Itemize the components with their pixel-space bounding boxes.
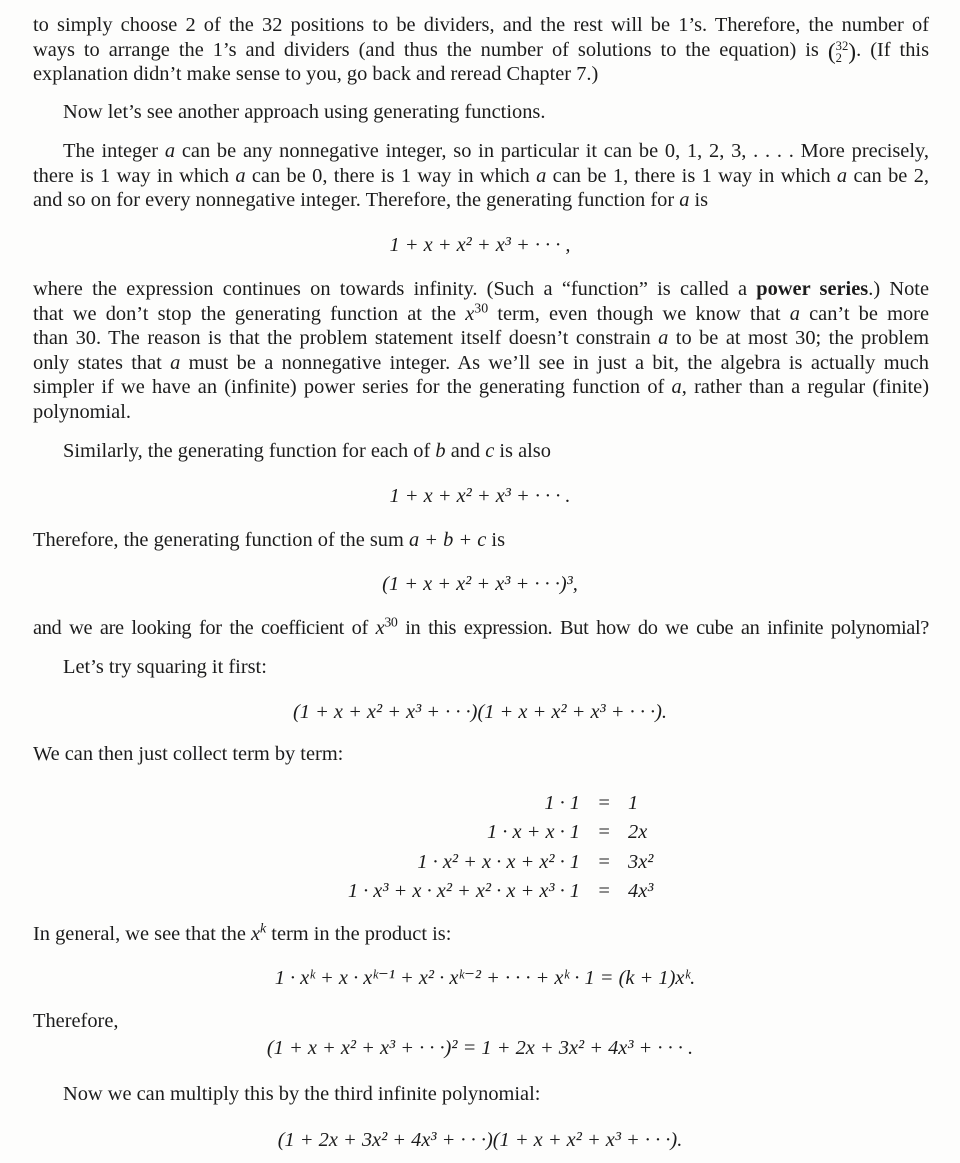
paragraph-2: Now let’s see another approach using generating functions. [63,101,546,123]
paragraph-1-line-1: to simply choose 2 of the 32 positions to be dividers, and the rest will be 1’s. Therefore, the number of [33,14,929,36]
text: is [486,529,506,551]
text: .) Note [868,278,930,300]
variable-x: x [375,617,385,639]
aligned-lhs: 1 · x + x · 1 [486,821,580,844]
variable-a: a [170,352,181,374]
text: and [445,440,486,462]
aligned-row [250,788,653,818]
text: can be 2, [847,165,929,187]
text: Therefore, the generating function of the sum [33,529,409,551]
paragraph-4-line-3 [33,326,929,350]
text: simpler if we have an (infinite) power series for the generating function of [33,376,672,398]
text: and so on for every nonnegative integer. Therefore, the generating function for [33,189,680,211]
paragraph-3-line-3 [33,188,708,212]
paragraph-4-line-2 [33,302,929,326]
equation-third-product: (1 + 2x + 3x² + 4x³ + · · ·)(1 + x + x² + x³ + · · ·). [277,1129,683,1151]
variable-a: a [836,165,848,187]
paragraph-10 [33,922,451,946]
text: ways to arrange the 1’s and dividers (and thus the number of solutions to the equation) is [33,39,828,61]
paragraph-7 [33,616,929,640]
paragraph-4-line-1 [33,277,929,301]
text: term, even though we know that [488,303,790,325]
variable-c: c [485,440,495,462]
exponent: 30 [474,301,489,317]
aligned-row [250,847,653,877]
text: in this expression. But how do we cube an infinite polynomial? [397,617,930,639]
aligned-equals: = [597,880,611,903]
text: is [689,189,709,211]
text: can’t be more [799,303,930,325]
variable-a: a [679,189,690,211]
paragraph-1-line-3: explanation didn’t make sense to you, go back and reread Chapter 7.) [33,63,599,85]
text: In general, we see that the [33,923,251,945]
paragraph-3-line-2 [33,164,929,188]
paragraph-4-line-5 [33,375,929,399]
equation-cube: (1 + x + x² + x³ + · · ·)³, [382,573,578,595]
paragraph-9: We can then just collect term by term: [33,743,344,765]
paragraph-12: Now we can multiply this by the third infinite polynomial: [63,1083,541,1105]
aligned-lhs: 1 · x² + x · x + x² · 1 [417,850,580,873]
text: that we don’t stop the generating function at the [33,303,466,325]
exponent: k [260,921,267,937]
aligned-term-collection [250,788,653,906]
paragraph-6 [33,528,505,552]
aligned-lhs: 1 · 1 [544,791,580,814]
paragraph-1-line-2 [33,38,929,64]
equation-generating-function-a: 1 + x + x² + x³ + · · · , [389,234,571,256]
text: is also [494,440,551,462]
variable-a: a [164,140,176,162]
equation-square-result: (1 + x + x² + x³ + · · ·)² = 1 + 2x + 3x² + 4x³ + · · · . [266,1037,694,1059]
equation-general-term: 1 · xᵏ + x · xᵏ⁻¹ + x² · xᵏ⁻² + · · · + xᵏ · 1 = (k + 1)xᵏ. [274,967,696,989]
binom-bottom: 2 [835,51,842,66]
paragraph-4-line-6: polynomial. [33,401,131,423]
text: only states that [33,352,171,374]
paragraph-5 [63,439,551,463]
aligned-row [250,818,653,848]
aligned-rhs: 2x [628,821,648,844]
binomial-coefficient: ( 32 2 ) [827,39,857,66]
text: can be 0, there is 1 way in which [245,165,537,187]
text: The integer [63,140,165,162]
variable-a: a [658,327,669,349]
text: must be a nonnegative integer. As we’ll see in just a bit, the algebra is actually much [180,352,930,374]
text: Similarly, the generating function for each of [63,440,436,462]
term-power-series: power series [756,278,869,300]
equation-generating-function-b-c: 1 + x + x² + x³ + · · · . [389,485,571,507]
aligned-rhs: 4x³ [628,880,654,903]
paragraph-8: Let’s try squaring it first: [63,656,267,678]
text: term in the product is: [266,923,452,945]
paragraph-11: Therefore, [33,1010,119,1032]
text: can be 1, there is 1 way in which [546,165,837,187]
variable-b: b [435,440,446,462]
exponent: 30 [384,615,398,631]
binom-top: 32 [835,39,849,54]
text: can be any nonnegative integer, so in particular it can be 0, 1, 2, 3, . . . . More precisely, [175,140,929,162]
text: and we are looking for the coefficient of [33,617,376,639]
text: . (If this [856,39,930,61]
aligned-row [250,877,653,907]
aligned-equals: = [597,791,611,814]
aligned-equals: = [597,821,611,844]
sum-expression: a + b + c [408,529,487,551]
paragraph-4-line-4 [33,351,929,375]
variable-x: x [465,303,475,325]
paragraph-3-line-1 [63,139,929,163]
text: where the expression continues on towards infinity. (Such a “function” is called a [33,278,757,300]
text: to be at most 30; the problem [668,327,929,349]
aligned-rhs: 1 [628,791,639,814]
aligned-lhs: 1 · x³ + x · x² + x² · x + x³ · 1 [347,880,580,903]
text: there is 1 way in which [33,165,236,187]
aligned-equals: = [597,850,611,873]
variable-a: a [789,303,800,325]
variable-a: a [671,376,682,398]
variable-a: a [536,165,547,187]
aligned-rhs: 3x² [628,850,654,873]
variable-a: a [235,165,246,187]
text: , rather than a regular (finite) [681,376,929,398]
variable-x: x [250,923,261,945]
text: than 30. The reason is that the problem statement itself doesn’t constrain [33,327,659,349]
equation-square-product: (1 + x + x² + x³ + · · ·)(1 + x + x² + x³ + · · ·). [292,701,668,723]
